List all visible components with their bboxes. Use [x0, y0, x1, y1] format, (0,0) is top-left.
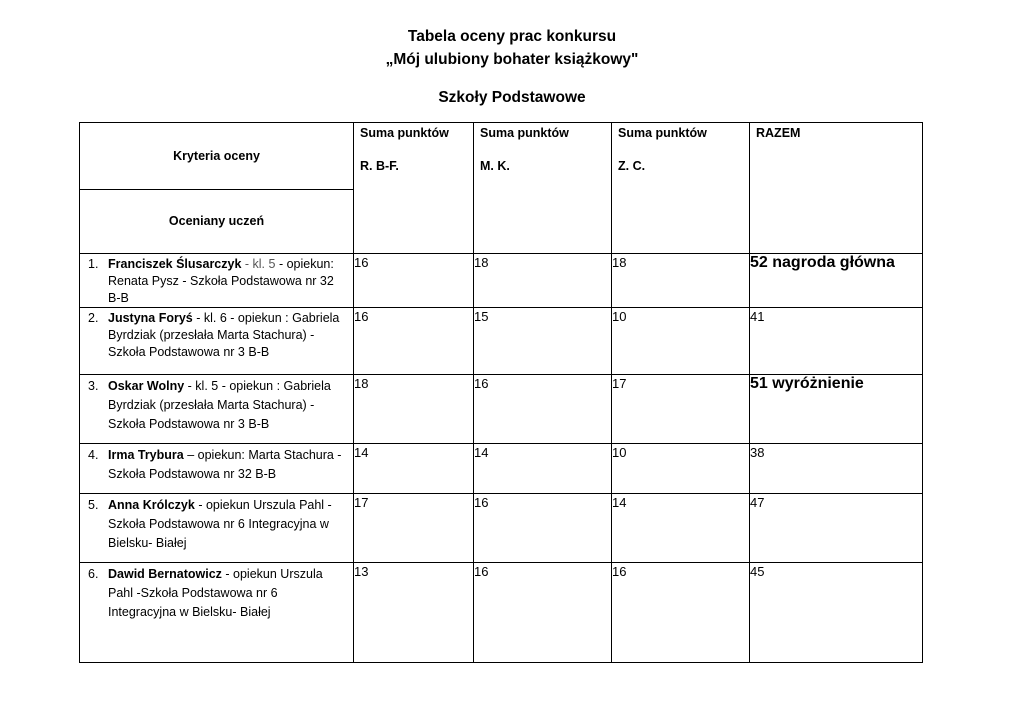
document-title: Tabela oceny prac konkursu [407, 28, 617, 45]
student-class: kl. 5 [195, 379, 219, 393]
total-score: 41 [750, 308, 923, 375]
table-row [80, 444, 923, 494]
separator: – [183, 448, 198, 462]
total-score: 51 wyróżnienie [750, 375, 923, 444]
table-row [80, 563, 923, 663]
student-details: Urszula Pahl -Szkoła Podstawowa nr 6 Integracyjna w Bielsku- Białej [108, 567, 323, 619]
score-mk: 16 [474, 375, 612, 444]
score-table [79, 122, 923, 663]
score-zc: 17 [612, 375, 750, 444]
contest-name: „Mój ulubiony bohater książkowy" [385, 51, 639, 68]
student-details: Marta Stachura - Szkoła Podstawowa nr 32 B-B [108, 448, 342, 481]
student-name: Anna Królczyk [108, 498, 195, 512]
student-name: Irma Trybura [108, 448, 184, 462]
separator: - [184, 379, 196, 393]
column-header-mk [474, 123, 612, 254]
score-zc: 10 [612, 308, 750, 375]
column-header-zc [612, 123, 750, 254]
student-class: opiekun [233, 567, 277, 581]
score-rbf: 14 [354, 444, 474, 494]
column-header-line1: RAZEM [756, 126, 801, 140]
separator: - [194, 498, 206, 512]
score-zc: 10 [612, 444, 750, 494]
score-mk: 16 [474, 494, 612, 563]
separator: - [221, 567, 234, 581]
student-class: opiekun: [197, 448, 245, 462]
row-number: 2. [88, 311, 99, 325]
student-cell [80, 375, 354, 444]
row-number: 6. [88, 567, 99, 581]
student-class: kl. 5 [252, 257, 276, 271]
student-cell [80, 308, 354, 375]
score-mk: 16 [474, 563, 612, 663]
total-score: 52 nagroda główna [750, 254, 923, 308]
total-score: 47 [750, 494, 923, 563]
column-header-line1: Suma punktów [480, 126, 569, 140]
score-rbf: 16 [354, 308, 474, 375]
student-details: - opiekun : Gabriela Byrdziak (przesłała Marta Stachura) - Szkoła Podstawowa nr 3 B-B [108, 311, 340, 359]
row-number: 1. [88, 257, 99, 271]
row-number: 3. [88, 379, 99, 393]
score-rbf: 17 [354, 494, 474, 563]
table-row [80, 254, 923, 308]
score-zc: 16 [612, 563, 750, 663]
score-rbf: 18 [354, 375, 474, 444]
total-score: 38 [750, 444, 923, 494]
score-rbf: 16 [354, 254, 474, 308]
student-name: Justyna Foryś [108, 311, 193, 325]
total-score: 45 [750, 563, 923, 663]
separator: - [192, 311, 204, 325]
separator: - [241, 257, 253, 271]
student-cell [80, 254, 354, 308]
student-cell [80, 563, 354, 663]
criteria-header: Kryteria oceny [80, 123, 354, 190]
column-header-line1: Suma punktów [360, 126, 449, 140]
student-details: - opiekun : Gabriela Byrdziak (przesłała Marta Stachura) - Szkoła Podstawowa nr 3 B-B [108, 379, 331, 431]
column-header-line2: Z. C. [618, 159, 646, 173]
student-details: - opiekun: Renata Pysz - Szkoła Podstawowa nr 32 B-B [108, 257, 334, 305]
column-header-line2: R. B-F. [360, 159, 399, 173]
column-header-line2: M. K. [480, 159, 510, 173]
score-zc: 18 [612, 254, 750, 308]
student-name: Franciszek Ślusarczyk [108, 257, 242, 271]
score-mk: 14 [474, 444, 612, 494]
score-mk: 15 [474, 308, 612, 375]
header-row [80, 123, 923, 190]
student-name: Dawid Bernatowicz [108, 567, 222, 581]
score-mk: 18 [474, 254, 612, 308]
row-number: 5. [88, 498, 99, 512]
student-cell [80, 444, 354, 494]
student-class: opiekun [205, 498, 250, 512]
score-zc: 14 [612, 494, 750, 563]
school-category: Szkoły Podstawowe [438, 89, 586, 106]
student-details: Urszula Pahl - Szkoła Podstawowa nr 6 Integracyjna w Bielsku- Białej [108, 498, 332, 550]
student-name: Oskar Wolny [108, 379, 185, 393]
column-header-line1: Suma punktów [618, 126, 707, 140]
column-header-rbf [354, 123, 474, 254]
student-class: kl. 6 [203, 311, 227, 325]
row-number: 4. [88, 448, 99, 462]
table-row [80, 308, 923, 375]
student-cell [80, 494, 354, 563]
table-row [80, 494, 923, 563]
table-row [80, 375, 923, 444]
column-header-total [750, 123, 923, 254]
score-rbf: 13 [354, 563, 474, 663]
student-header: Oceniany uczeń [80, 190, 354, 254]
